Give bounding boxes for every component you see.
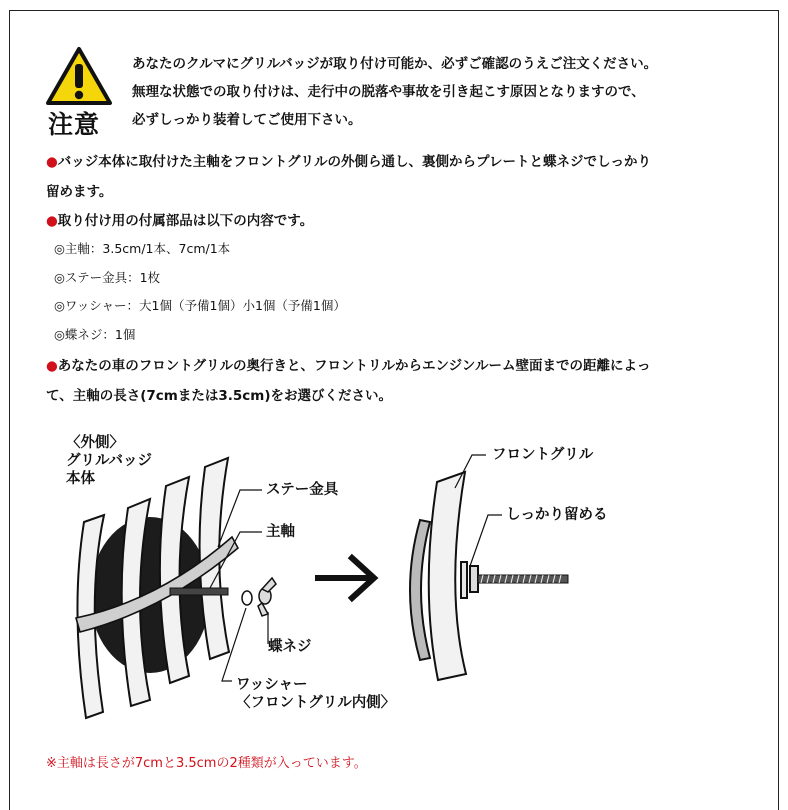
paragraph-3-line-2: て、主軸の長さ(7cmまたは3.5cm)をお選びください。 (46, 388, 393, 404)
parts-item-washer: ◎ワッシャー：大1個（予備1個）小1個（予備1個） (54, 298, 346, 313)
parts-item-wing-nut: ◎蝶ネジ：1個 (54, 327, 136, 342)
side-view (410, 472, 478, 680)
plate-side (461, 562, 467, 598)
label-stay: ステー金具 (266, 482, 339, 498)
label-washer: ワッシャー 〈フロントグリル内側〉 (236, 677, 396, 712)
label-wing-nut: 蝶ネジ (268, 639, 312, 655)
paragraph-1-line-2: 留めます。 (46, 184, 113, 200)
label-outer-side: 〈外側〉 グリルバッジ 本体 (66, 435, 152, 488)
paragraph-3-line-1: ●あなたの車のフロントグリルの奥行きと、フロントリルからエンジンルーム壁面までの距離によっ (46, 358, 651, 374)
washer (242, 591, 252, 605)
label-secure: しっかり留める (506, 507, 608, 523)
caution-title: 注意 (48, 110, 101, 139)
parts-item-shaft: ◎主軸：3.5cm/1本、7cm/1本 (54, 241, 231, 256)
label-front-grill: フロントグリル (492, 447, 594, 463)
shaft (170, 588, 228, 595)
wingnut-side (470, 566, 478, 592)
threaded-rod (478, 575, 568, 583)
bullet-icon: ● (46, 154, 58, 170)
wing-nut (258, 578, 276, 616)
caution-line-2: 無理な状態での取り付けは、走行中の脱落や事故を引き起こす原因となりますので、 (132, 84, 645, 100)
paragraph-1-line-1: ●バッジ本体に取付けた主軸をフロントグリルの外側ら通し、裏側からプレートと蝶ネジでしっかり (46, 154, 651, 170)
shaft-length-note: ※主軸は長さが7cmと3.5cmの2種類が入っています。 (46, 756, 367, 771)
paragraph-2: ●取り付け用の付属部品は以下の内容です。 (46, 213, 314, 229)
caution-line-3: 必ずしっかり装着してご使用下さい。 (132, 112, 362, 128)
label-shaft: 主軸 (266, 524, 295, 540)
bullet-icon: ● (46, 358, 58, 374)
parts-item-stay: ◎ステー金具：1枚 (54, 270, 161, 285)
bullet-icon: ● (46, 213, 58, 229)
caution-line-1: あなたのクルマにグリルバッジが取り付け可能か、必ずご確認のうえご注文ください。 (132, 56, 658, 72)
arrow-icon (318, 558, 374, 598)
badge-side (410, 520, 430, 660)
